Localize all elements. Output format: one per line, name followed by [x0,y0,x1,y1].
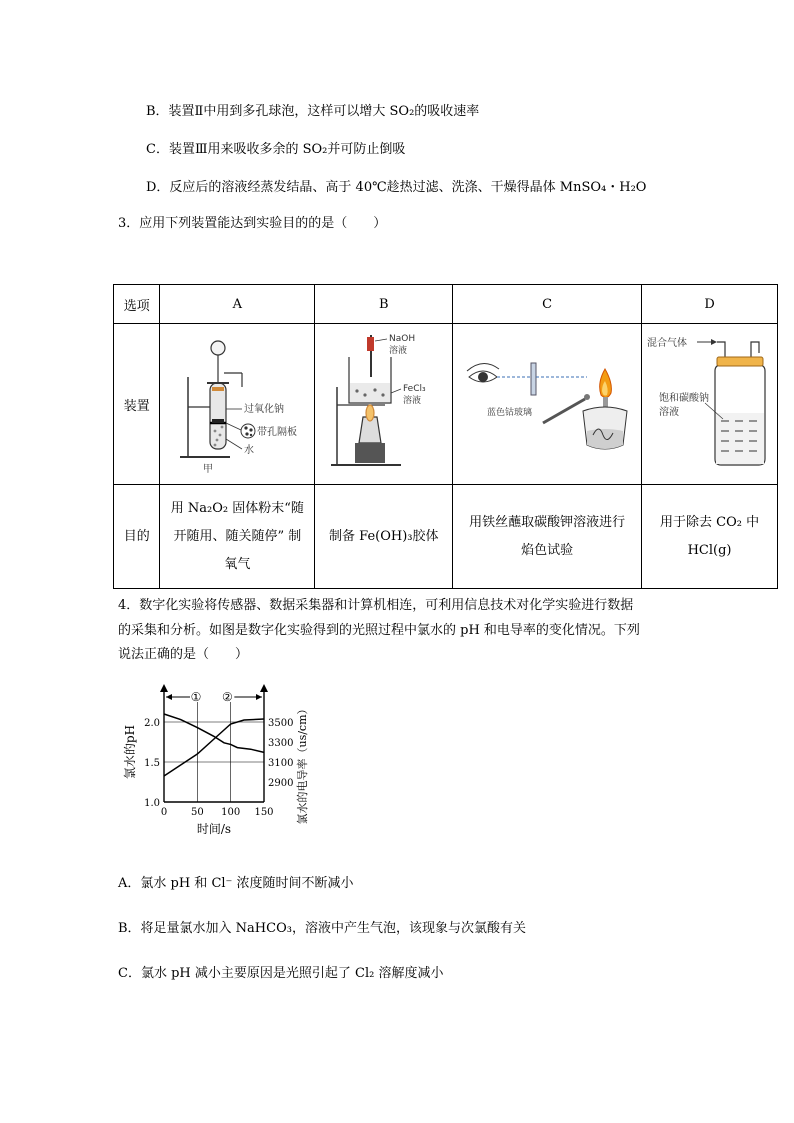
chart-ticks [122,703,309,836]
label-perforated-plate: 带孔隔板 [257,427,298,438]
goal-d-line1: 用于除去 CO₂ 中 [659,514,760,530]
row-label-goal: 目的 [114,485,160,589]
left-axis-arrow [160,684,168,692]
goal-c-line2: 焰色试验 [521,542,574,558]
goal-c [453,485,642,589]
q4-chart [118,672,318,842]
label-fecl3-solution: 溶液 [402,396,421,406]
chart-grid [164,702,264,802]
goal-a-line2: 开随用、随关随停” 制 [173,528,302,544]
y2-tick-label: 3300 [268,738,294,749]
apparatus-c-drawing [457,327,637,477]
y-tick-label: 2.0 [144,718,160,729]
q3-table [113,284,778,589]
label-cobalt-glass: 蓝色钴玻璃 [487,408,533,418]
apparatus-a [160,324,315,485]
x-tick-label: 50 [190,807,204,818]
x-tick-label: 0 [160,807,168,818]
apparatus-a-drawing [162,327,312,477]
chart-annotations [166,690,262,704]
y2-tick-label: 3100 [268,758,294,769]
label-mixed-gas: 混合气体 [646,338,687,349]
label-fecl3: FeCl₃ [402,384,426,394]
header-option: 选项 [114,285,160,324]
goal-a [160,485,315,589]
label-carbonate-solution: 溶液 [658,407,679,418]
goal-b [315,485,453,589]
annotation-2: ② [221,690,233,704]
q2-option-c: C．装置Ⅲ用来吸收多余的 SO₂并可防止倒吸 [146,142,406,157]
label-naoh-solution: 溶液 [388,346,407,356]
q4-option-b: B．将足量氯水加入 NaHCO₃，溶液中产生气泡，该现象与次氯酸有关 [118,921,526,936]
q4-stem-line3: 说法正确的是（ ） [118,647,249,662]
right-axis-arrow [260,684,268,692]
header-a: A [160,285,315,324]
annotation-arrowhead-1 [166,694,172,700]
y-axis-label: 氯水的pH [123,724,137,780]
goal-d-line2: HCl(g) [687,542,732,558]
apparatus-d [642,324,778,485]
header-d: D [642,285,778,324]
x-axis-label: 时间/s [196,822,232,836]
chart-axes [160,684,268,802]
goal-a-line3: 氧气 [224,556,251,572]
apparatus-c [453,324,642,485]
label-water: 水 [244,445,255,456]
q4-stem-line2: 的采集和分析。如图是数字化实验得到的光照过程中氯水的 pH 和电导率的变化情况。下列 [118,623,640,638]
q4-stem-line1: 4．数字化实验将传感器、数据采集器和计算机相连，可利用信息技术对化学实验进行数据 [118,598,634,613]
row-label-apparatus: 装置 [114,324,160,485]
q2-option-b: B．装置Ⅱ中用到多孔球泡，这样可以增大 SO₂的吸收速率 [146,104,480,119]
goal-a-line1: 用 Na₂O₂ 固体粉末“随 [170,500,304,516]
annotation-1: ① [190,690,202,704]
apparatus-b-drawing [319,327,449,477]
y-tick-label: 1.0 [144,798,160,809]
y2-tick-label: 3500 [268,718,294,729]
caption-jia: 甲 [203,464,214,475]
series-line-2 [164,719,264,776]
chart-series [164,714,264,776]
q3-stem: 3．应用下列装置能达到实验目的的是（ ） [118,216,387,231]
x-tick-label: 100 [221,807,241,818]
q2-option-d: D．反应后的溶液经蒸发结晶、高于 40℃趁热过滤、洗涤、干燥得晶体 MnSO₄・H₂O [146,180,647,195]
goal-b-line1: 制备 Fe(OH)₃胶体 [329,528,439,544]
header-c: C [453,285,642,324]
label-sodium-peroxide: 过氧化钠 [244,404,285,415]
apparatus-b [315,324,453,485]
annotation-arrowhead-2 [256,694,262,700]
y2-axis-label: 氯水的电导率（us/cm） [296,703,309,825]
eye-icon [467,363,499,382]
goal-d [642,485,778,589]
header-b: B [315,285,453,324]
y2-tick-label: 2900 [268,778,294,789]
q4-option-a: A．氯水 pH 和 Cl⁻ 浓度随时间不断减小 [118,876,354,891]
y-tick-label: 1.5 [144,758,160,769]
label-saturated-carbonate: 饱和碳酸钠 [658,393,709,404]
apparatus-d-drawing [645,327,775,477]
q4-option-c: C．氯水 pH 减小主要原因是光照引起了 Cl₂ 溶解度减小 [118,966,444,981]
x-tick-label: 150 [254,807,274,818]
label-naoh: NaOH [388,334,415,344]
goal-c-line1: 用铁丝蘸取碳酸钾溶液进行 [469,514,626,530]
